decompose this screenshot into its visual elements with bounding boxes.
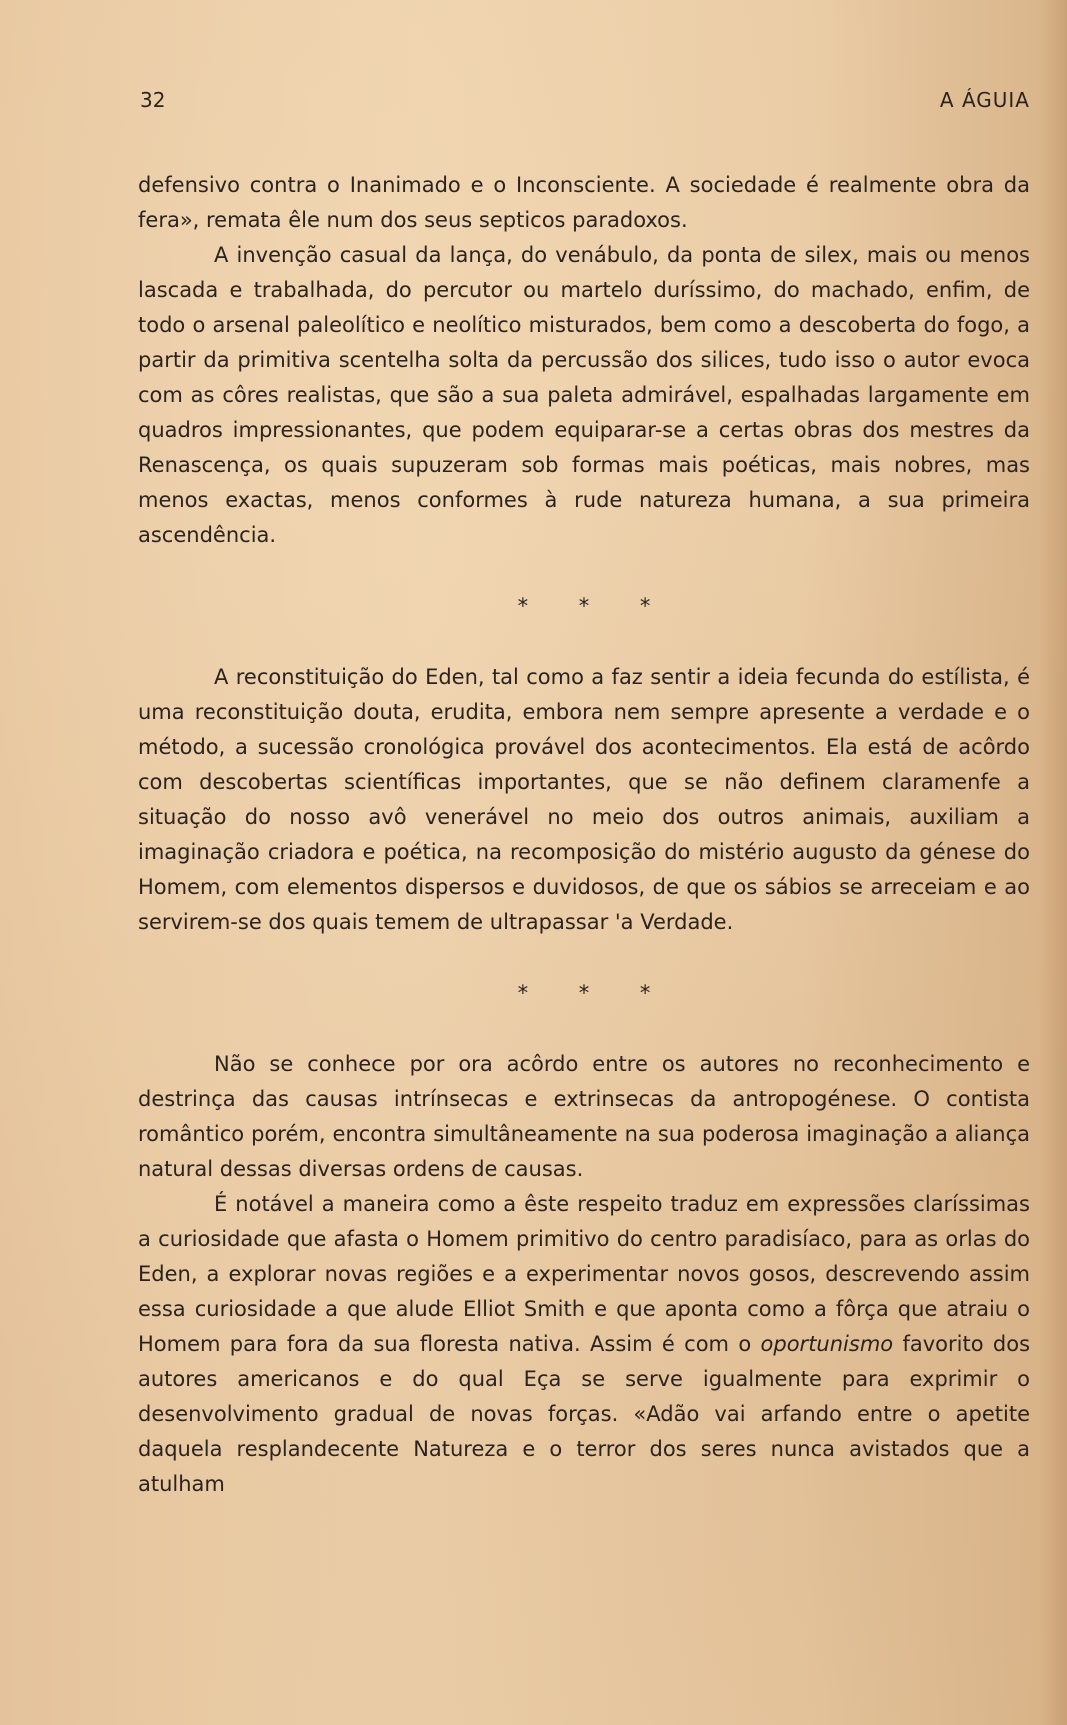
page-number: 32 xyxy=(140,88,166,112)
paragraph-5 xyxy=(138,1187,1030,1502)
section-separator-2: * * * xyxy=(517,981,673,1005)
paragraph-4: Não se conhece por ora acôrdo entre os autores no reconhecimento e destrinça das causas intrínsecas e extrinsecas da antropogénese. O contista romântico porém, encontra simultâneamente na sua poderosa imaginação a aliança natural dessas diversas ordens de causas. xyxy=(138,1052,1030,1181)
paragraph-5-text-a: É notável a maneira como a êste respeito traduz em expressões claríssimas a curiosidade que afasta o Homem primitivo do centro paradisíaco, para as orlas do Eden, a explorar novas regiões e a experimentar novos gosos, descrevendo assim essa curiosidade a que alude Elliot Smith e que aponta como a fôrça que atraiu o Homem para fora da sua floresta nativa. Assim é com o xyxy=(138,1192,1030,1356)
page-header xyxy=(140,88,1030,118)
paragraph-5-text-b: favorito dos autores americanos e do qual Eça se serve igualmente para exprimir o desenvolvimento gradual de novas forças. «Adão vai arfando entre o apetite daquela resplandecente Natureza e o terror dos seres nunca avistados que a atulham xyxy=(138,1332,1031,1496)
paragraph-1: defensivo contra o Inanimado e o Inconsciente. A sociedade é realmente obra da fera», remata êle num dos seus septicos paradoxos. xyxy=(138,173,1030,232)
running-title: A ÁGUIA xyxy=(939,88,1030,112)
section-separator-1: * * * xyxy=(517,594,673,618)
page-body xyxy=(138,168,1030,1502)
paragraph-5-italic: oportunismo xyxy=(760,1332,894,1356)
paragraph-3: A reconstituição do Eden, tal como a faz sentir a ideia fecunda do estílista, é uma reconstituição douta, erudita, embora nem sempre apresente a verdade e o método, a sucessão cronológica provável dos acontecimentos. Ela está de acôrdo com descobertas scientíficas importantes, que se não definem claramenfe a situação do nosso avô venerável no meio dos outros animais, auxiliam a imaginação criadora e poética, na recomposição do mistério augusto da génese do Homem, com elementos dispersos e duvidosos, de que os sábios se arreceiam e ao servirem-se dos quais temem de ultrapassar 'a Verdade. xyxy=(138,665,1030,934)
paragraph-2: A invenção casual da lança, do venábulo, da ponta de silex, mais ou menos lascada e trabalhada, do percutor ou martelo duríssimo, do machado, enfim, de todo o arsenal paleolítico e neolítico misturados, bem como a descoberta do fogo, a partir da primitiva scentelha solta da percussão dos silices, tudo isso o autor evoca com as côres realistas, que são a sua paleta admirável, espalhadas largamente em quadros impressionantes, que podem equiparar-se a certas obras dos mestres da Renascença, os quais supuzeram sob formas mais poéticas, mais nobres, mas menos exactas, menos conformes à rude natureza humana, a sua primeira ascendência. xyxy=(138,243,1030,547)
